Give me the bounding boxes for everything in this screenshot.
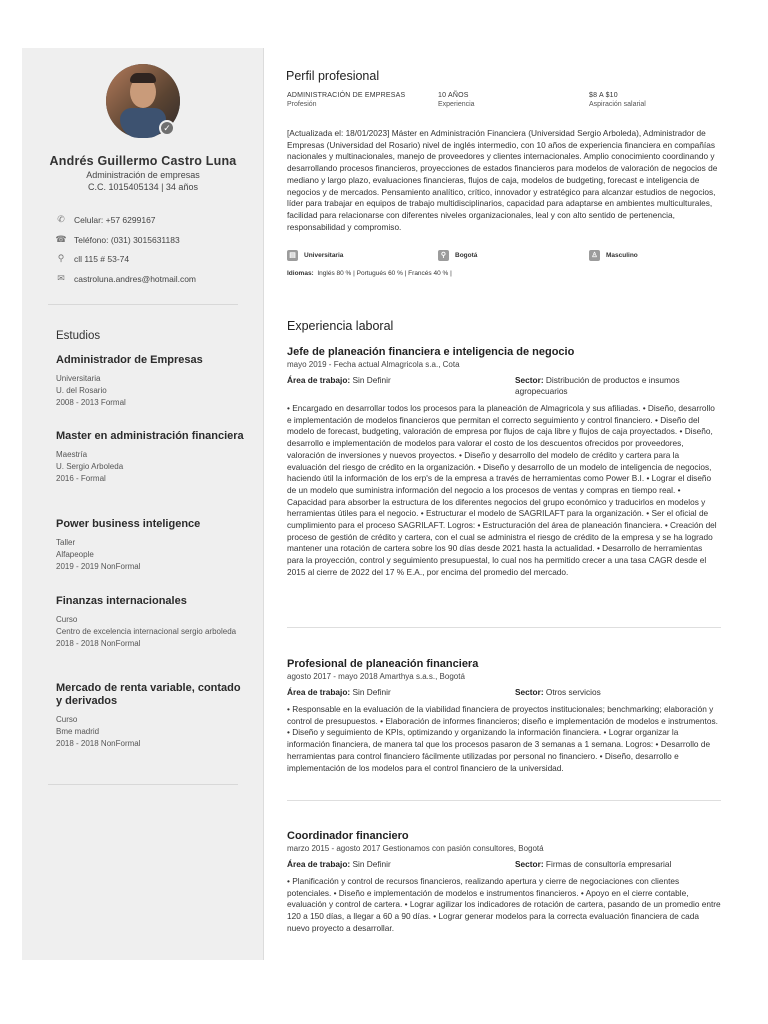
job-description: • Responsable en la evaluación de la viabilidad financiera de proyectos institucionales; benchmarking; elaboración y control de presupuestos. • Elaboración de informes financieros; diseño e implementación de modelos e instrumentos. • Diseño y seguimiento de KPIs, optimizando y organizando la información financiera. • Lograr organizar la información financiera, de manera tal que los procesos pasaron de 3 semanas a 1 semana. Logros: • Desarrollo de herramientas para control financiero fácilmente utilizadas por personal no financiero. • Diseño, desarrollo e implementación de los modelos para el control financiero de la universidad. [287,704,718,773]
city-chip: ⚲ Bogotá [438,250,477,261]
experience-heading: Experiencia laboral [287,319,394,333]
profile-summary: [Actualizada el: 18/01/2023] Máster en Administración Financiera (Universidad Sergio Arboleda), Administrador de Empresas (Universidad del Rosario) nivel de inglés intermedio, con 10 años de experiencia financiera en compañías nacionales y multinacionales, manejo de proveedores y clientes internacionales. Amplio conocimiento coordinando y desarrollando procesos financieros, proyecciones de estados financieros para modelos de valoración de negocios de mediano y largo plazo, evaluaciones financieras, flujos de caja, modelos de budgeting, forecast e inteligencia de negocios y de mercados. Pensamiento analítico, crítico, innovador y estratégico para alcanzar estudios de negocios, líder para trabajar en equipos de trabajo multidisciplinarios, capacidad para adaptarse en ambientes multiculturales, facilidad para relacionarse con diferentes niveles organizacionales, leal y con alto sentido de pertenencia, responsabilidad y compromiso. [287,128,718,232]
education-item: Master en administración financiera Maestría U. Sergio Arboleda 2016 - Formal [56,430,244,483]
candidate-id-age: C.C. 1015405134 | 34 años [88,182,198,192]
education-item: Finanzas internacionales Curso Centro de excelencia internacional sergio arboleda 2018 - 2018 NonFormal [56,595,237,648]
contact-landline: ☎ Teléfono: (031) 3015631183 [55,234,180,245]
candidate-subtitle: Administración de empresas [86,170,200,180]
landline-icon: ☎ [55,234,67,244]
job-description: • Planificación y control de recursos financieros, realizando apertura y cierre de negociaciones con clientes potenciales. • Diseño e implementación de modelos e instrumentos financieros. • Apoyo en el cierre contable, evaluación y control de cartera. • Lograr agilizar los indicadores de rotación de cartera, pasando de un promedio entre 120 a 150 días, a llegar a 60 a 90 días. • Lograr generar modelos para la correcta evaluación financiera de cada nuevo proyecto a desarrollar. [287,876,721,933]
experience-field: 10 AÑOS Experiencia [438,92,475,108]
job-title: Profesional de planeación financiera [287,658,479,670]
studies-heading: Estudios [56,330,101,342]
job-description: • Encargado en desarrollar todos los procesos para la planeación de Almagricola y sus afiliadas. • Diseño, desarrollo e implementación de modelos financieros que permitan el correcto seguimiento y control financiero. • Diseño del modelo de forecast, budgeting, valoración de empresa por flujos de caja libre y flujos de caja proyectados. • Diseño, desarrollo e implementación de modelos para valorar el costo de los descuentos ofrecidos por proveedores, valoración de inversiones y nuevos proyectos. • Diseño y desarrollo del modelo de crédito y cartera para la evaluación del riesgo de crédito en la organización. • Diseño y desarrollo de un modelo de inteligencia de negocios, haciendo útil la información de los erp's de la empresa a través de herramientas como Power B.I. • Lograr el diseño de un modelo que suministra información del negocio a los procesos de ventas y compras en tiempo real. • Capacidad para absorber la estructura de los diferentes negocios del grupo económico y traducirlos en modelos y herramientas útiles para el negocio. • Estructurar el modelo de SAGRILAFT para la organización. • Ser el oficial de cumplimiento para el proceso SAGRILAFT. Logros: • Estructuración del área de planeación financiera. • Creación del proceso de gestión de crédito y cartera, con el cual se administra el riesgo de crédito de la empresa y se ha logrado mantener una rotación de cartera sobre los 90 días desde 2021 hasta la actualidad. • Desarrollo de herramientas para la proyección, control y seguimiento presupuestal, lo cual nos ha permitido crecer a una tasa CAGR desde el 2015 al cierre de 2022 del 17 % E.A., por encima del promedio del mercado. [287,403,717,577]
contact-address: ⚲ cll 115 # 53-74 [54,253,129,264]
contact-phone: ✆ Celular: +57 6299167 [54,214,156,225]
job-entry: Profesional de planeación financiera agosto 2017 - mayo 2018 Amarthya s.a.s., Bogotá Área de trabajo: Sin Definir Sector: Otros servicios • Responsable en la evaluación de la viabilidad financiera de proyectos institucionales; benchmarking; elaboración y control de presupuestos. • Elaboración de informes financieros; diseño e implementación de modelos e instrumentos. • Diseño y seguimiento de KPIs, optimizando y organizando la información financiera. • Lograr organizar la información financiera, de manera tal que los procesos pasaron de 3 semanas a 1 semana. Logros: • Desarrollo de herramientas para control financiero fácilmente utilizadas por personal no financiero. • Diseño, desarrollo e implementación de los modelos para el control financiero de la universidad. [287,658,721,774]
gender-chip: ♙ Masculino [589,250,638,261]
job-title: Jefe de planeación financiera e inteligencia de negocio [287,346,575,358]
location-icon: ⚲ [57,253,65,263]
education-item: Power business inteligence Taller Alfapeople 2019 - 2019 NonFormal [56,518,201,571]
sidebar-divider [48,304,238,305]
sidebar [22,48,264,960]
job-divider [287,800,721,801]
education-item: Mercado de renta variable, contado y derivados Curso Bme madrid 2018 - 2018 NonFormal [56,682,241,748]
education-item: Administrador de Empresas Universitaria U. del Rosario 2008 - 2013 Formal [56,354,203,407]
job-meta: mayo 2019 - Fecha actual Almagricola s.a., Cota [287,360,460,369]
job-title: Coordinador financiero [287,830,409,842]
candidate-name: Andrés Guillermo Castro Luna [49,154,237,168]
email-icon: ✉ [57,273,65,283]
profession-field: ADMINISTRACIÓN DE EMPRESAS Profesión [287,92,406,108]
languages: Idiomas: Inglés 80 % | Portugués 60 % | Francés 40 % | [287,270,452,277]
job-entry: Jefe de planeación financiera e inteligencia de negocio mayo 2019 - Fecha actual Almagricola s.a., Cota Área de trabajo: Sin Definir Sector: Distribución de productos e insumos agropecuarios • Encargado en desarrollar todos los procesos para la planeación de Almagricola y sus afiliadas. • Diseño, desarrollo e implementación de modelos financieros que permitan el correcto seguimiento y control financiero. • Diseño del modelo de forecast, budgeting, valoración de empresa por flujos de caja libre y flujos de caja proyectados. • Diseño, desarrollo e implementación de modelos para valorar el costo de los descuentos ofrecidos por proveedores, valoración de inversiones y nuevos proyectos. • Diseño y desarrollo del modelo de crédito y cartera para la evaluación del riesgo de crédito en la organización. • Diseño y desarrollo de un modelo de inteligencia de negocios, haciendo útil la información de los erp's de la empresa a través de herramientas como Power B.I. • Lograr el diseño de un modelo que suministra información del negocio a los procesos de ventas y compras en tiempo real. • Capacidad para absorber la estructura de los diferentes negocios del grupo económico y traducirlos en modelos y herramientas útiles para el negocio. • Estructurar el modelo de SAGRILAFT para la organización. • Ser el oficial de cumplimiento para el proceso SAGRILAFT. Logros: • Estructuración del área de planeación financiera. • Creación del proceso de gestión de crédito y cartera, con el cual se administra el riesgo de crédito de la empresa y se ha logrado mantener una rotación de cartera sobre los 90 días desde 2021 hasta la actualidad. • Desarrollo de herramientas para la proyección, control y seguimiento presupuestal, lo cual nos ha permitido crecer a una tasa CAGR desde el 2015 al cierre de 2022 del 17 % E.A., por encima del promedio del mercado. [287,346,721,579]
location-icon: ⚲ [438,250,449,261]
phone-icon: ✆ [57,214,65,224]
job-entry: Coordinador financiero marzo 2015 - agosto 2017 Gestionamos con pasión consultores, Bogotá Área de trabajo: Sin Definir Sector: Firmas de consultoría empresarial • Planificación y control de recursos financieros, realizando apertura y cierre de negociaciones con clientes potenciales. • Diseño e implementación de modelos e instrumentos financieros. • Apoyo en el cierre contable, evaluación y control de cartera. • Lograr agilizar los indicadores de rotación de cartera, pasando de un promedio entre 120 a 150 días, a llegar a 60 a 90 días. • Lograr generar modelos para la correcta evaluación financiera de cada nuevo proyecto a desarrollar. [287,830,721,933]
profile-heading: Perfil profesional [286,69,380,83]
sidebar-divider [48,784,238,785]
job-divider [287,627,721,628]
graduation-icon: ▤ [287,250,298,261]
person-icon: ♙ [589,250,600,261]
contact-email[interactable]: ✉ castroluna.andres@hotmail.com [54,273,196,284]
verified-check-icon: ✓ [159,120,175,136]
job-meta: marzo 2015 - agosto 2017 Gestionamos con pasión consultores, Bogotá [287,844,544,853]
education-level-chip: ▤ Universitaria [287,250,343,261]
salary-field: $8 A $10 Aspiración salarial [589,92,646,108]
job-meta: agosto 2017 - mayo 2018 Amarthya s.a.s., Bogotá [287,672,465,681]
